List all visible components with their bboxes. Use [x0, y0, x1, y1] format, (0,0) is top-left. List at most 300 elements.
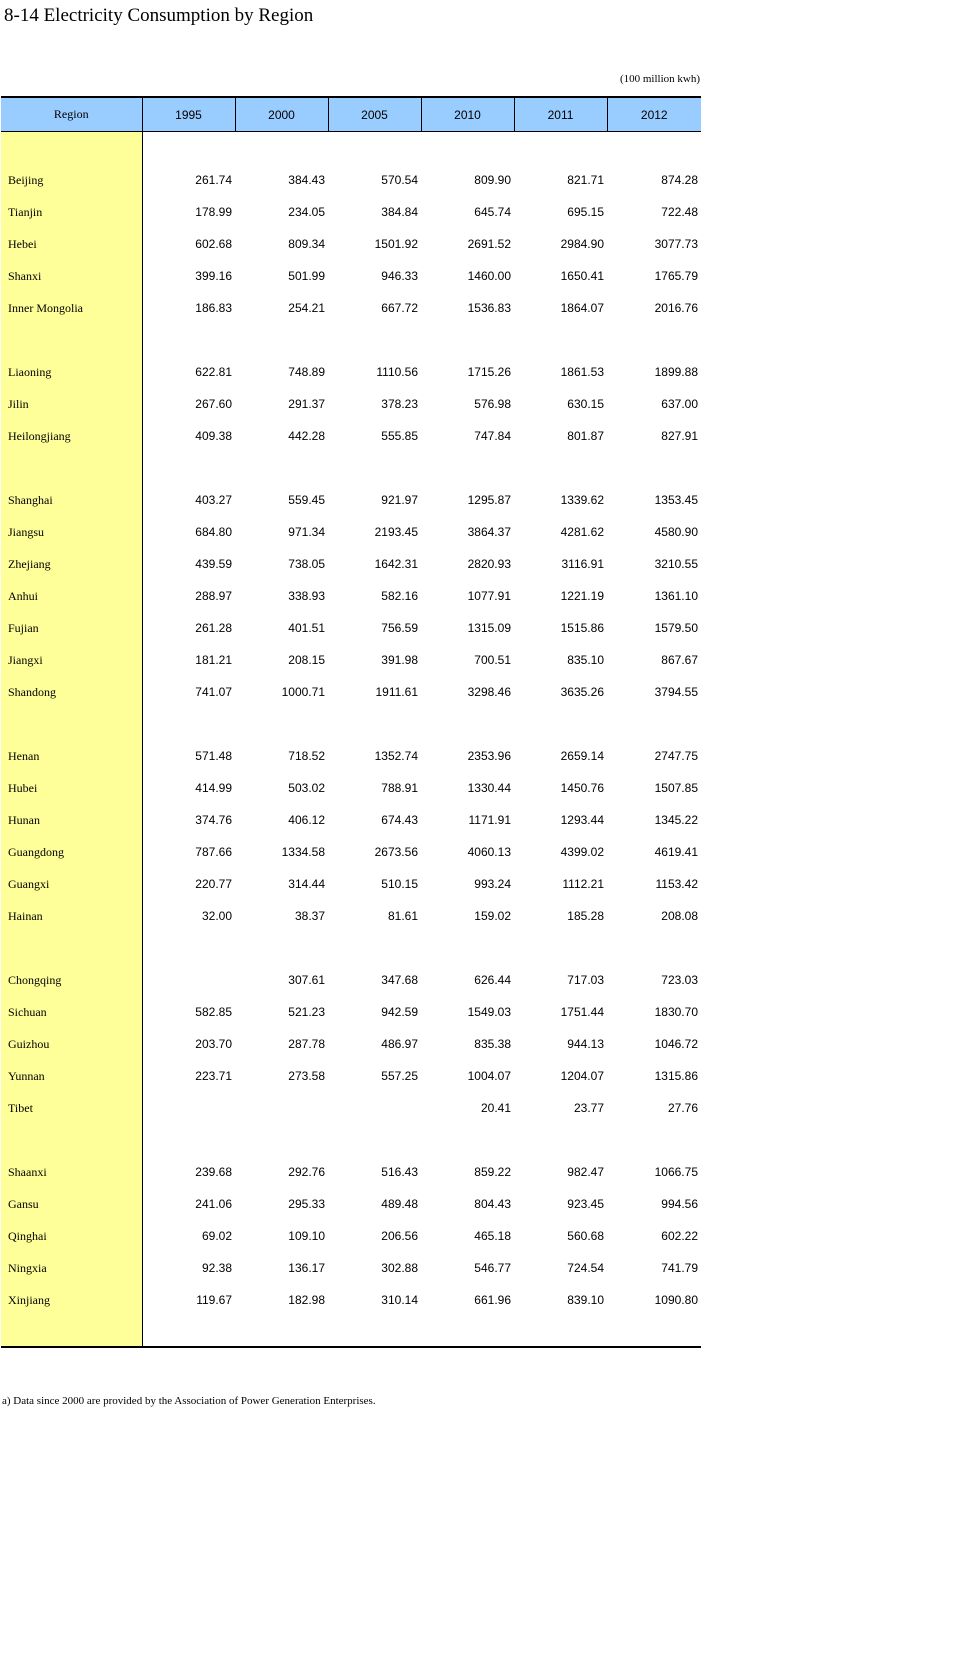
- value-cell: 32.00: [201, 909, 232, 923]
- table-row: [1, 356, 701, 388]
- value-cell: 501.99: [288, 269, 325, 283]
- region-cell: Jiangsu: [1, 516, 142, 548]
- value-cell: 1112.21: [562, 877, 604, 891]
- value-cell: 582.16: [381, 589, 418, 603]
- region-cell: Qinghai: [1, 1220, 142, 1252]
- page-title: 8-14 Electricity Consumption by Region: [4, 5, 314, 26]
- value-cell: 748.89: [288, 365, 325, 379]
- spacer-cell: [514, 932, 607, 964]
- table-row: [1, 580, 701, 612]
- spacer-cell: [1, 324, 142, 356]
- value-cell: 859.22: [474, 1165, 511, 1179]
- value-cell: 717.03: [567, 973, 604, 987]
- value-cell: 1507.85: [654, 781, 698, 795]
- value-cell: 804.43: [474, 1197, 511, 1211]
- spacer-cell: [142, 324, 235, 356]
- spacer-row: [1, 132, 701, 165]
- region-cell: Jilin: [1, 388, 142, 420]
- region-cell: Shaanxi: [1, 1156, 142, 1188]
- spacer-cell: [235, 132, 328, 165]
- spacer-cell: [421, 132, 514, 165]
- value-cell: 1315.86: [654, 1069, 698, 1083]
- region-cell: Chongqing: [1, 964, 142, 996]
- table-row: [1, 900, 701, 932]
- spacer-cell: [607, 132, 701, 165]
- value-cell: 602.68: [195, 237, 232, 251]
- value-cell: 239.68: [195, 1165, 232, 1179]
- value-cell: 839.10: [567, 1293, 604, 1307]
- value-cell: 399.16: [195, 269, 232, 283]
- value-cell: [235, 1092, 328, 1124]
- value-cell: 946.33: [381, 269, 418, 283]
- table-row: [1, 1220, 701, 1252]
- region-cell: Fujian: [1, 612, 142, 644]
- value-cell: 1515.86: [560, 621, 604, 635]
- value-cell: 307.61: [288, 973, 325, 987]
- value-cell: 741.79: [661, 1261, 698, 1275]
- value-cell: 4399.02: [560, 845, 604, 859]
- table-row: [1, 676, 701, 708]
- table-row: [1, 772, 701, 804]
- year-column-header: 2010: [421, 97, 514, 132]
- value-cell: 119.67: [196, 1293, 232, 1307]
- spacer-cell: [421, 708, 514, 740]
- spacer-cell: [514, 324, 607, 356]
- value-cell: 722.48: [661, 205, 698, 219]
- value-cell: 409.38: [195, 429, 232, 443]
- value-cell: 827.91: [661, 429, 698, 443]
- value-cell: 1352.74: [374, 749, 418, 763]
- value-cell: 944.13: [567, 1037, 604, 1051]
- value-cell: 602.22: [661, 1229, 698, 1243]
- table-row: [1, 996, 701, 1028]
- spacer-cell: [607, 932, 701, 964]
- rule-cell: [514, 1347, 607, 1348]
- value-cell: 178.99: [195, 205, 232, 219]
- spacer-cell: [514, 1316, 607, 1347]
- region-cell: Henan: [1, 740, 142, 772]
- value-cell: 234.05: [288, 205, 325, 219]
- value-cell: 1450.76: [560, 781, 604, 795]
- value-cell: 1911.61: [375, 685, 418, 699]
- value-cell: 982.47: [567, 1165, 604, 1179]
- table-row: [1, 260, 701, 292]
- value-cell: 384.43: [288, 173, 325, 187]
- value-cell: 1579.50: [654, 621, 698, 635]
- region-cell: Hainan: [1, 900, 142, 932]
- rule-cell: [421, 1347, 514, 1348]
- value-cell: 1899.88: [654, 365, 698, 379]
- table-row: [1, 388, 701, 420]
- value-cell: 1221.19: [560, 589, 604, 603]
- region-cell: Liaoning: [1, 356, 142, 388]
- table-bottom-rule: [1, 1347, 701, 1348]
- value-cell: [328, 1092, 421, 1124]
- value-cell: 489.48: [381, 1197, 418, 1211]
- value-cell: 1077.91: [467, 589, 511, 603]
- value-cell: 206.56: [381, 1229, 418, 1243]
- value-cell: 667.72: [381, 301, 418, 315]
- value-cell: 695.15: [567, 205, 604, 219]
- spacer-cell: [235, 708, 328, 740]
- value-cell: 1046.72: [654, 1037, 698, 1051]
- value-cell: 1861.53: [560, 365, 604, 379]
- spacer-row: [1, 452, 701, 484]
- value-cell: 3635.26: [560, 685, 604, 699]
- value-cell: 1066.75: [654, 1165, 698, 1179]
- value-cell: 3298.46: [467, 685, 511, 699]
- region-cell: Sichuan: [1, 996, 142, 1028]
- spacer-cell: [514, 1124, 607, 1156]
- spacer-row: [1, 1124, 701, 1156]
- value-cell: 391.98: [381, 653, 418, 667]
- value-cell: 261.28: [195, 621, 232, 635]
- value-cell: 4281.62: [560, 525, 604, 539]
- value-cell: 571.48: [195, 749, 232, 763]
- value-cell: 503.02: [288, 781, 325, 795]
- value-cell: 1000.71: [281, 685, 325, 699]
- value-cell: 560.68: [567, 1229, 604, 1243]
- value-cell: 1460.00: [467, 269, 511, 283]
- region-column-header: Region: [1, 97, 142, 132]
- value-cell: 570.54: [381, 173, 418, 187]
- value-cell: 1751.44: [560, 1005, 604, 1019]
- value-cell: 1204.07: [560, 1069, 604, 1083]
- value-cell: 557.25: [381, 1069, 418, 1083]
- table-row: [1, 548, 701, 580]
- value-cell: 993.24: [474, 877, 511, 891]
- value-cell: 1153.42: [655, 877, 698, 891]
- region-cell: Inner Mongolia: [1, 292, 142, 324]
- value-cell: 261.74: [195, 173, 232, 187]
- table-row: [1, 1060, 701, 1092]
- spacer-cell: [328, 932, 421, 964]
- value-cell: 723.03: [661, 973, 698, 987]
- region-cell: Yunnan: [1, 1060, 142, 1092]
- spacer-cell: [514, 452, 607, 484]
- region-cell: Gansu: [1, 1188, 142, 1220]
- table-row: [1, 1252, 701, 1284]
- rule-cell: [1, 1347, 142, 1348]
- value-cell: 724.54: [567, 1261, 604, 1275]
- table-row: [1, 868, 701, 900]
- value-cell: 223.71: [195, 1069, 232, 1083]
- value-cell: 756.59: [381, 621, 418, 635]
- value-cell: 2193.45: [374, 525, 418, 539]
- spacer-cell: [421, 1316, 514, 1347]
- spacer-cell: [235, 1316, 328, 1347]
- value-cell: 1864.07: [560, 301, 604, 315]
- rule-cell: [607, 1347, 701, 1348]
- value-cell: 700.51: [474, 653, 511, 667]
- value-cell: 2820.93: [467, 557, 511, 571]
- value-cell: 674.43: [381, 813, 418, 827]
- table-row: [1, 836, 701, 868]
- region-cell: Heilongjiang: [1, 420, 142, 452]
- header-row: [1, 97, 701, 132]
- spacer-cell: [421, 932, 514, 964]
- value-cell: 220.77: [195, 877, 232, 891]
- value-cell: 241.06: [195, 1197, 232, 1211]
- table-row: [1, 1156, 701, 1188]
- value-cell: 302.88: [381, 1261, 418, 1275]
- value-cell: 109.10: [288, 1229, 325, 1243]
- value-cell: 576.98: [474, 397, 511, 411]
- value-cell: 203.70: [195, 1037, 232, 1051]
- rule-cell: [235, 1347, 328, 1348]
- spacer-cell: [607, 708, 701, 740]
- value-cell: 1549.03: [467, 1005, 511, 1019]
- value-cell: 994.56: [661, 1197, 698, 1211]
- value-cell: 630.15: [567, 397, 604, 411]
- spacer-cell: [328, 324, 421, 356]
- table-row: [1, 1188, 701, 1220]
- spacer-cell: [328, 1124, 421, 1156]
- value-cell: 1715.26: [467, 365, 511, 379]
- spacer-cell: [1, 1316, 142, 1347]
- value-cell: 555.85: [381, 429, 418, 443]
- value-cell: 684.80: [195, 525, 232, 539]
- value-cell: [142, 964, 235, 996]
- unit-note: (100 million kwh): [619, 73, 700, 85]
- value-cell: 254.21: [288, 301, 325, 315]
- spacer-cell: [607, 1124, 701, 1156]
- value-cell: 273.58: [288, 1069, 325, 1083]
- table-row: [1, 164, 701, 196]
- value-cell: 310.14: [381, 1293, 418, 1307]
- value-cell: 465.18: [474, 1229, 511, 1243]
- value-cell: 1330.44: [467, 781, 511, 795]
- value-cell: 291.37: [288, 397, 325, 411]
- year-column-header: 1995: [142, 97, 235, 132]
- spacer-row: [1, 1316, 701, 1347]
- spacer-cell: [1, 452, 142, 484]
- value-cell: 1501.92: [374, 237, 418, 251]
- value-cell: 20.41: [480, 1101, 511, 1115]
- value-cell: 1171.91: [468, 813, 511, 827]
- year-column-header: 2011: [514, 97, 607, 132]
- year-column-header: 2000: [235, 97, 328, 132]
- value-cell: 406.12: [288, 813, 325, 827]
- spacer-cell: [1, 1124, 142, 1156]
- value-cell: 921.97: [381, 493, 418, 507]
- region-cell: Shandong: [1, 676, 142, 708]
- value-cell: 546.77: [474, 1261, 511, 1275]
- region-cell: Tianjin: [1, 196, 142, 228]
- value-cell: 510.15: [381, 877, 418, 891]
- rule-cell: [328, 1347, 421, 1348]
- value-cell: 38.37: [294, 909, 325, 923]
- value-cell: 1361.10: [654, 589, 698, 603]
- spacer-cell: [328, 452, 421, 484]
- table-row: [1, 644, 701, 676]
- value-cell: 27.76: [667, 1101, 698, 1115]
- spacer-cell: [1, 708, 142, 740]
- value-cell: 292.76: [288, 1165, 325, 1179]
- spacer-cell: [1, 932, 142, 964]
- value-cell: 186.83: [195, 301, 232, 315]
- value-cell: 521.23: [288, 1005, 325, 1019]
- region-cell: Zhejiang: [1, 548, 142, 580]
- spacer-cell: [235, 324, 328, 356]
- value-cell: 747.84: [474, 429, 511, 443]
- value-cell: 835.38: [474, 1037, 511, 1051]
- table-row: [1, 292, 701, 324]
- value-cell: 2984.90: [560, 237, 604, 251]
- region-cell: Hubei: [1, 772, 142, 804]
- spacer-row: [1, 708, 701, 740]
- region-cell: Beijing: [1, 164, 142, 196]
- region-cell: Shanghai: [1, 484, 142, 516]
- value-cell: 23.77: [573, 1101, 604, 1115]
- value-cell: 486.97: [381, 1037, 418, 1051]
- table-row: [1, 484, 701, 516]
- value-cell: 835.10: [567, 653, 604, 667]
- value-cell: 414.99: [195, 781, 232, 795]
- region-cell: Ningxia: [1, 1252, 142, 1284]
- value-cell: 374.76: [195, 813, 232, 827]
- value-cell: 267.60: [195, 397, 232, 411]
- value-cell: 1315.09: [467, 621, 511, 635]
- spacer-cell: [142, 1124, 235, 1156]
- value-cell: 809.90: [474, 173, 511, 187]
- value-cell: 347.68: [381, 973, 418, 987]
- region-cell: Jiangxi: [1, 644, 142, 676]
- value-cell: 2673.56: [374, 845, 418, 859]
- value-cell: 1110.56: [376, 365, 418, 379]
- value-cell: 661.96: [474, 1293, 511, 1307]
- spacer-cell: [607, 452, 701, 484]
- spacer-cell: [235, 1124, 328, 1156]
- value-cell: 942.59: [381, 1005, 418, 1019]
- region-cell: Anhui: [1, 580, 142, 612]
- table-row: [1, 612, 701, 644]
- value-cell: 874.28: [661, 173, 698, 187]
- spacer-cell: [328, 132, 421, 165]
- spacer-cell: [235, 452, 328, 484]
- value-cell: 1295.87: [467, 493, 511, 507]
- value-cell: 622.81: [195, 365, 232, 379]
- value-cell: 1339.62: [560, 493, 604, 507]
- value-cell: 1090.80: [654, 1293, 698, 1307]
- value-cell: 208.08: [661, 909, 698, 923]
- table-row: [1, 196, 701, 228]
- value-cell: [142, 1092, 235, 1124]
- value-cell: 182.98: [288, 1293, 325, 1307]
- region-cell: Xinjiang: [1, 1284, 142, 1316]
- value-cell: 3794.55: [654, 685, 698, 699]
- value-cell: 809.34: [288, 237, 325, 251]
- spacer-cell: [514, 708, 607, 740]
- region-cell: Guizhou: [1, 1028, 142, 1060]
- region-cell: Guangdong: [1, 836, 142, 868]
- value-cell: 1536.83: [467, 301, 511, 315]
- value-cell: 338.93: [288, 589, 325, 603]
- year-column-header: 2005: [328, 97, 421, 132]
- spacer-cell: [607, 1316, 701, 1347]
- value-cell: 637.00: [661, 397, 698, 411]
- value-cell: 401.51: [288, 621, 325, 635]
- spacer-cell: [421, 324, 514, 356]
- table-row: [1, 420, 701, 452]
- value-cell: 2691.52: [467, 237, 511, 251]
- value-cell: 788.91: [381, 781, 418, 795]
- value-cell: 741.07: [195, 685, 232, 699]
- value-cell: 1345.22: [654, 813, 698, 827]
- value-cell: 516.43: [381, 1165, 418, 1179]
- spacer-row: [1, 324, 701, 356]
- value-cell: 181.21: [195, 653, 232, 667]
- table-row: [1, 740, 701, 772]
- value-cell: 787.66: [195, 845, 232, 859]
- table-row: [1, 1028, 701, 1060]
- rule-cell: [142, 1347, 235, 1348]
- spacer-cell: [142, 1316, 235, 1347]
- value-cell: 821.71: [567, 173, 604, 187]
- region-cell: Hebei: [1, 228, 142, 260]
- value-cell: 3210.55: [654, 557, 698, 571]
- value-cell: 1650.41: [560, 269, 604, 283]
- value-cell: 559.45: [288, 493, 325, 507]
- value-cell: 3116.91: [561, 557, 604, 571]
- table-row: [1, 804, 701, 836]
- spacer-cell: [142, 932, 235, 964]
- value-cell: 801.87: [567, 429, 604, 443]
- value-cell: 738.05: [288, 557, 325, 571]
- spacer-cell: [328, 708, 421, 740]
- value-cell: 384.84: [381, 205, 418, 219]
- consumption-table-container: [1, 96, 701, 1348]
- value-cell: 3077.73: [654, 237, 698, 251]
- table-row: [1, 964, 701, 996]
- value-cell: 314.44: [288, 877, 325, 891]
- value-cell: 1004.07: [467, 1069, 511, 1083]
- value-cell: 867.67: [661, 653, 698, 667]
- value-cell: 2659.14: [560, 749, 604, 763]
- spacer-cell: [142, 132, 235, 165]
- table-row: [1, 516, 701, 548]
- value-cell: 208.15: [288, 653, 325, 667]
- value-cell: 403.27: [195, 493, 232, 507]
- value-cell: 185.28: [567, 909, 604, 923]
- year-column-header: 2012: [607, 97, 701, 132]
- region-cell: Shanxi: [1, 260, 142, 292]
- value-cell: 2353.96: [467, 749, 511, 763]
- value-cell: 645.74: [474, 205, 511, 219]
- value-cell: 582.85: [195, 1005, 232, 1019]
- value-cell: 81.61: [387, 909, 418, 923]
- spacer-cell: [142, 708, 235, 740]
- spacer-cell: [607, 324, 701, 356]
- value-cell: 3864.37: [467, 525, 511, 539]
- table-body: [1, 132, 701, 1349]
- value-cell: 287.78: [288, 1037, 325, 1051]
- value-cell: 136.17: [288, 1261, 325, 1275]
- value-cell: 923.45: [567, 1197, 604, 1211]
- table-row: [1, 228, 701, 260]
- value-cell: 442.28: [288, 429, 325, 443]
- value-cell: 1334.58: [281, 845, 325, 859]
- value-cell: 288.97: [195, 589, 232, 603]
- value-cell: 1293.44: [560, 813, 604, 827]
- value-cell: 439.59: [195, 557, 232, 571]
- value-cell: 378.23: [381, 397, 418, 411]
- value-cell: 1765.79: [654, 269, 698, 283]
- spacer-cell: [421, 452, 514, 484]
- value-cell: 159.02: [474, 909, 511, 923]
- value-cell: 718.52: [288, 749, 325, 763]
- spacer-cell: [235, 932, 328, 964]
